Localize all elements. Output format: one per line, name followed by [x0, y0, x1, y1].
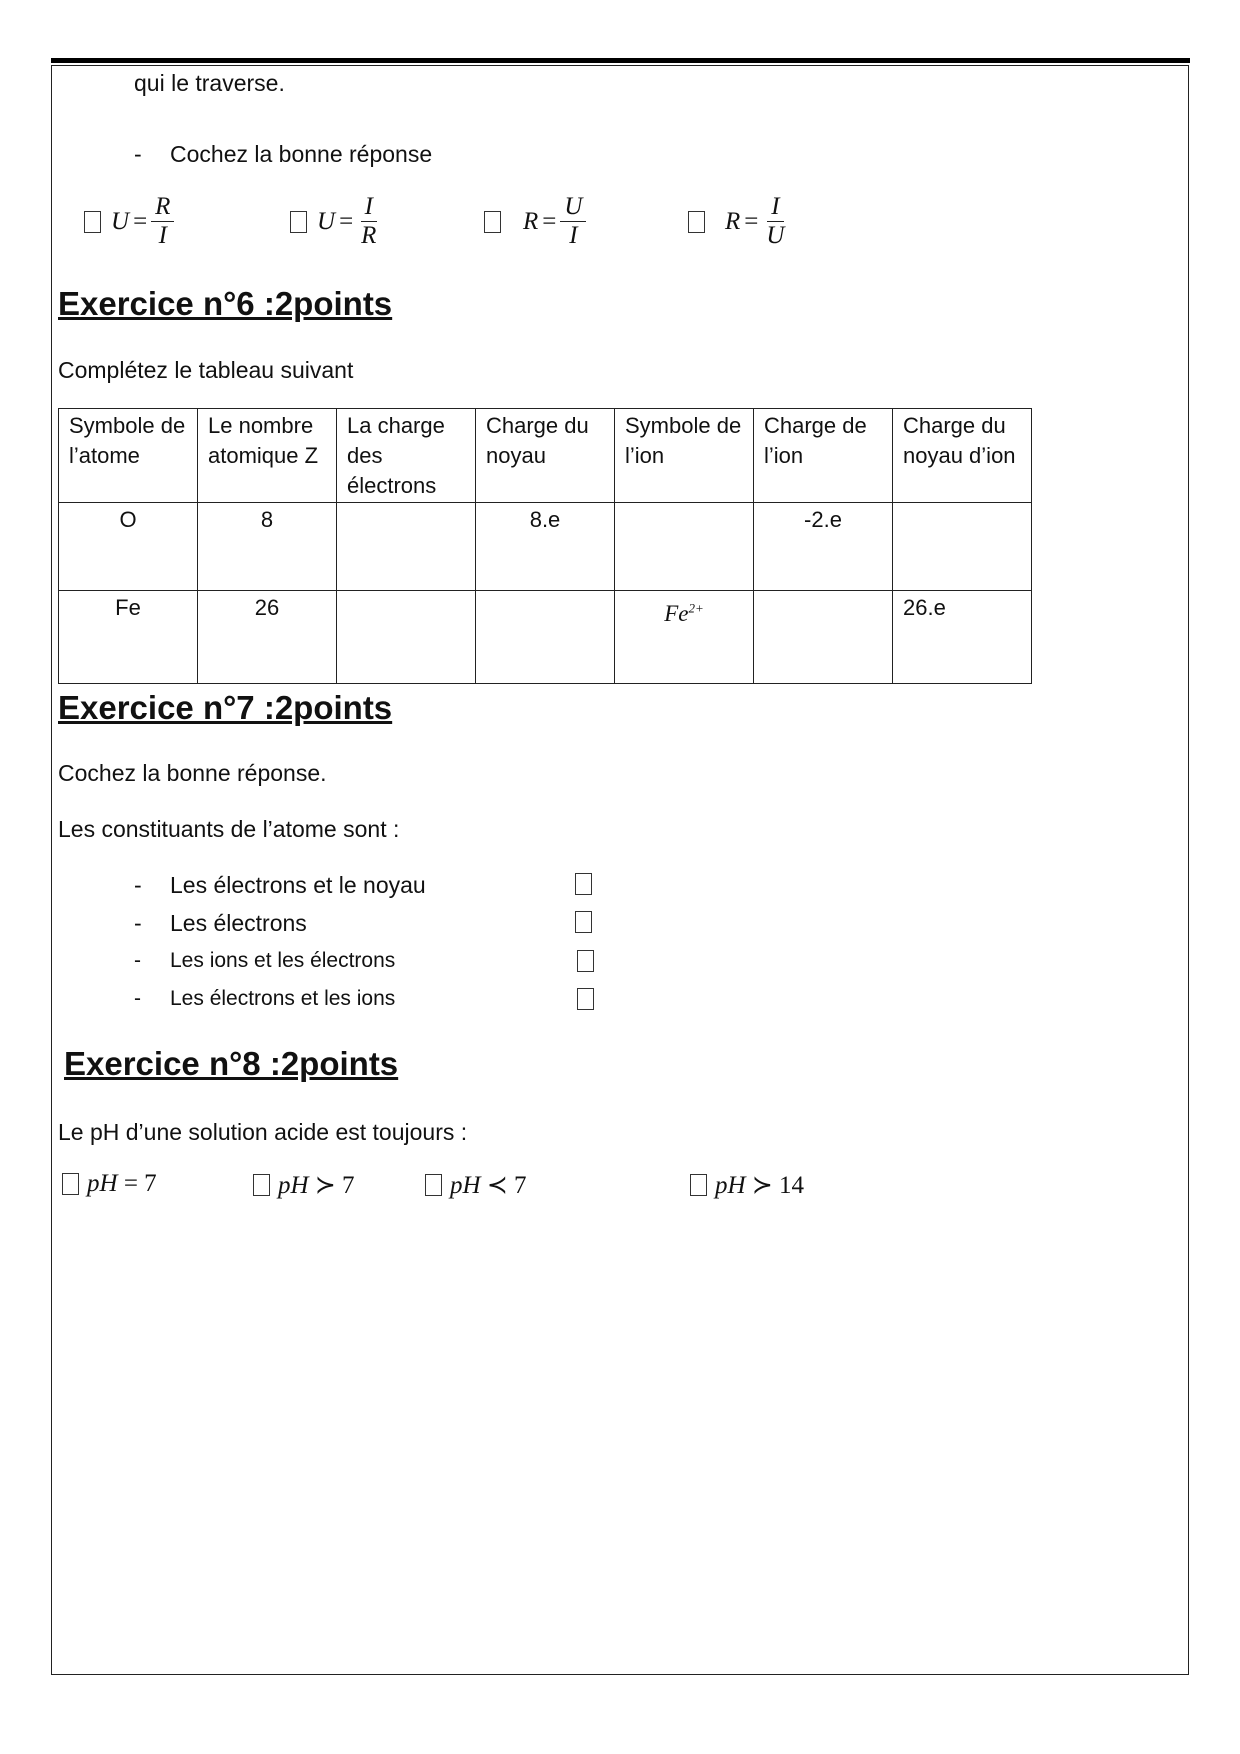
formula-lhs: U: [317, 207, 336, 235]
table-cell: 26: [198, 591, 337, 684]
denominator: I: [158, 222, 167, 249]
checkbox[interactable]: [425, 1174, 442, 1196]
numerator: I: [767, 193, 783, 222]
formula-option-3: [484, 193, 586, 250]
exercise-8-title: Exercice n°8 :2points: [64, 1045, 399, 1082]
table-cell: 26.e: [893, 591, 1032, 684]
denominator: I: [569, 222, 578, 249]
ph-option-1: [62, 1170, 157, 1198]
fraction: [357, 193, 380, 250]
ph-variable: pH: [715, 1172, 746, 1199]
exercise-6-title: Exercice n°6 :2points: [58, 285, 393, 322]
continuation-text: qui le traverse.: [134, 70, 285, 96]
denominator: R: [361, 222, 377, 249]
checkbox[interactable]: [575, 911, 592, 933]
table-cell-blank[interactable]: [893, 503, 1032, 591]
table-header-cell: Le nombre atomique Z: [198, 409, 337, 503]
choice-label: Les électrons et les ions: [170, 987, 396, 1010]
bullet-dash: -: [134, 910, 142, 936]
equals-sign: =: [133, 207, 148, 235]
bullet-dash: -: [134, 987, 141, 1010]
ph-operator: ≻: [314, 1172, 336, 1199]
checkbox[interactable]: [688, 211, 705, 233]
checkbox[interactable]: [84, 211, 101, 233]
choice-label: Les électrons: [170, 910, 307, 936]
checkbox[interactable]: [290, 211, 307, 233]
formula-option-2: [290, 193, 380, 250]
bullet-dash: -: [134, 949, 141, 972]
table-cell: 8: [198, 503, 337, 591]
formula-lhs: R: [523, 207, 539, 235]
ion-symbol: [664, 601, 704, 626]
table-header-cell: Symbole de l’ion: [615, 409, 754, 503]
checkbox[interactable]: [253, 1174, 270, 1196]
ph-expression: [278, 1170, 355, 1200]
table-cell-blank[interactable]: [615, 503, 754, 591]
intro-instruction: [134, 139, 432, 169]
equals-sign: =: [339, 207, 354, 235]
table-cell-blank[interactable]: [337, 591, 476, 684]
exercise-7-title: Exercice n°7 :2points: [58, 689, 393, 726]
numerator: R: [151, 193, 174, 222]
choice-item: [134, 947, 395, 975]
ph-operator: ≻: [751, 1172, 773, 1199]
exercise-7-instruction: Cochez la bonne réponse.: [58, 760, 327, 786]
ph-value: 14: [779, 1172, 805, 1199]
table-cell-blank[interactable]: [754, 591, 893, 684]
table-row: [59, 591, 1032, 684]
choice-item: [134, 985, 395, 1013]
exercise-8-question: Le pH d’une solution acide est toujours :: [58, 1119, 468, 1145]
ph-expression: [715, 1170, 804, 1200]
intro-instruction-text: Cochez la bonne réponse: [170, 141, 433, 167]
table-header-row: [59, 409, 1032, 503]
ion-element: Fe: [664, 600, 689, 626]
ph-operator: =: [123, 1170, 138, 1197]
ph-expression: [87, 1170, 157, 1198]
checkbox[interactable]: [62, 1173, 79, 1195]
table-header-cell: Charge de l’ion: [754, 409, 893, 503]
ph-value: 7: [342, 1172, 355, 1199]
bullet-dash: -: [134, 141, 142, 167]
formula-option-4: [688, 193, 788, 250]
table-cell: -2.e: [754, 503, 893, 591]
choice-label: Les électrons et le noyau: [170, 872, 426, 898]
bullet-dash: -: [134, 872, 142, 898]
choice-item: [134, 908, 307, 938]
table-cell-blank[interactable]: [337, 503, 476, 591]
numerator: I: [361, 193, 377, 222]
formula-lhs: U: [111, 207, 130, 235]
fraction: [762, 193, 788, 250]
equals-sign: =: [744, 207, 759, 235]
table-cell-ion-symbol: [615, 591, 754, 684]
ph-variable: pH: [87, 1170, 118, 1197]
ph-option-2: [253, 1170, 355, 1200]
ph-value: 7: [144, 1170, 157, 1197]
ph-option-3: [425, 1170, 527, 1200]
table-cell-blank[interactable]: [476, 591, 615, 684]
table-cell: O: [59, 503, 198, 591]
ion-charge: 2+: [688, 600, 704, 615]
table-header-cell: Charge du noyau d’ion: [893, 409, 1032, 503]
ph-option-4: [690, 1170, 804, 1200]
ph-variable: pH: [450, 1172, 481, 1199]
exercise-7-question: Les constituants de l’atome sont :: [58, 816, 400, 842]
denominator: U: [766, 222, 785, 249]
formula-lhs: R: [725, 207, 741, 235]
ion-table: [58, 408, 1032, 684]
table-cell: 8.e: [476, 503, 615, 591]
checkbox[interactable]: [575, 873, 592, 895]
table-header-cell: Symbole de l’atome: [59, 409, 198, 503]
checkbox[interactable]: [577, 950, 594, 972]
fraction: [560, 193, 586, 250]
table-cell: Fe: [59, 591, 198, 684]
ph-expression: [450, 1170, 527, 1200]
table-row: [59, 503, 1032, 591]
ph-variable: pH: [278, 1172, 309, 1199]
ph-value: 7: [514, 1172, 527, 1199]
exercise-6-instruction: Complétez le tableau suivant: [58, 357, 354, 383]
checkbox[interactable]: [577, 988, 594, 1010]
table-header-cell: La charge des électrons: [337, 409, 476, 503]
formula-option-1: [84, 193, 174, 250]
equals-sign: =: [542, 207, 557, 235]
top-rule: [51, 58, 1190, 63]
fraction: [151, 193, 174, 250]
checkbox[interactable]: [484, 211, 501, 233]
numerator: U: [560, 193, 586, 222]
table-header-cell: Charge du noyau: [476, 409, 615, 503]
choice-label: Les ions et les électrons: [170, 949, 396, 972]
ph-operator: ≺: [486, 1172, 508, 1199]
choice-item: [134, 870, 426, 900]
checkbox[interactable]: [690, 1174, 707, 1196]
